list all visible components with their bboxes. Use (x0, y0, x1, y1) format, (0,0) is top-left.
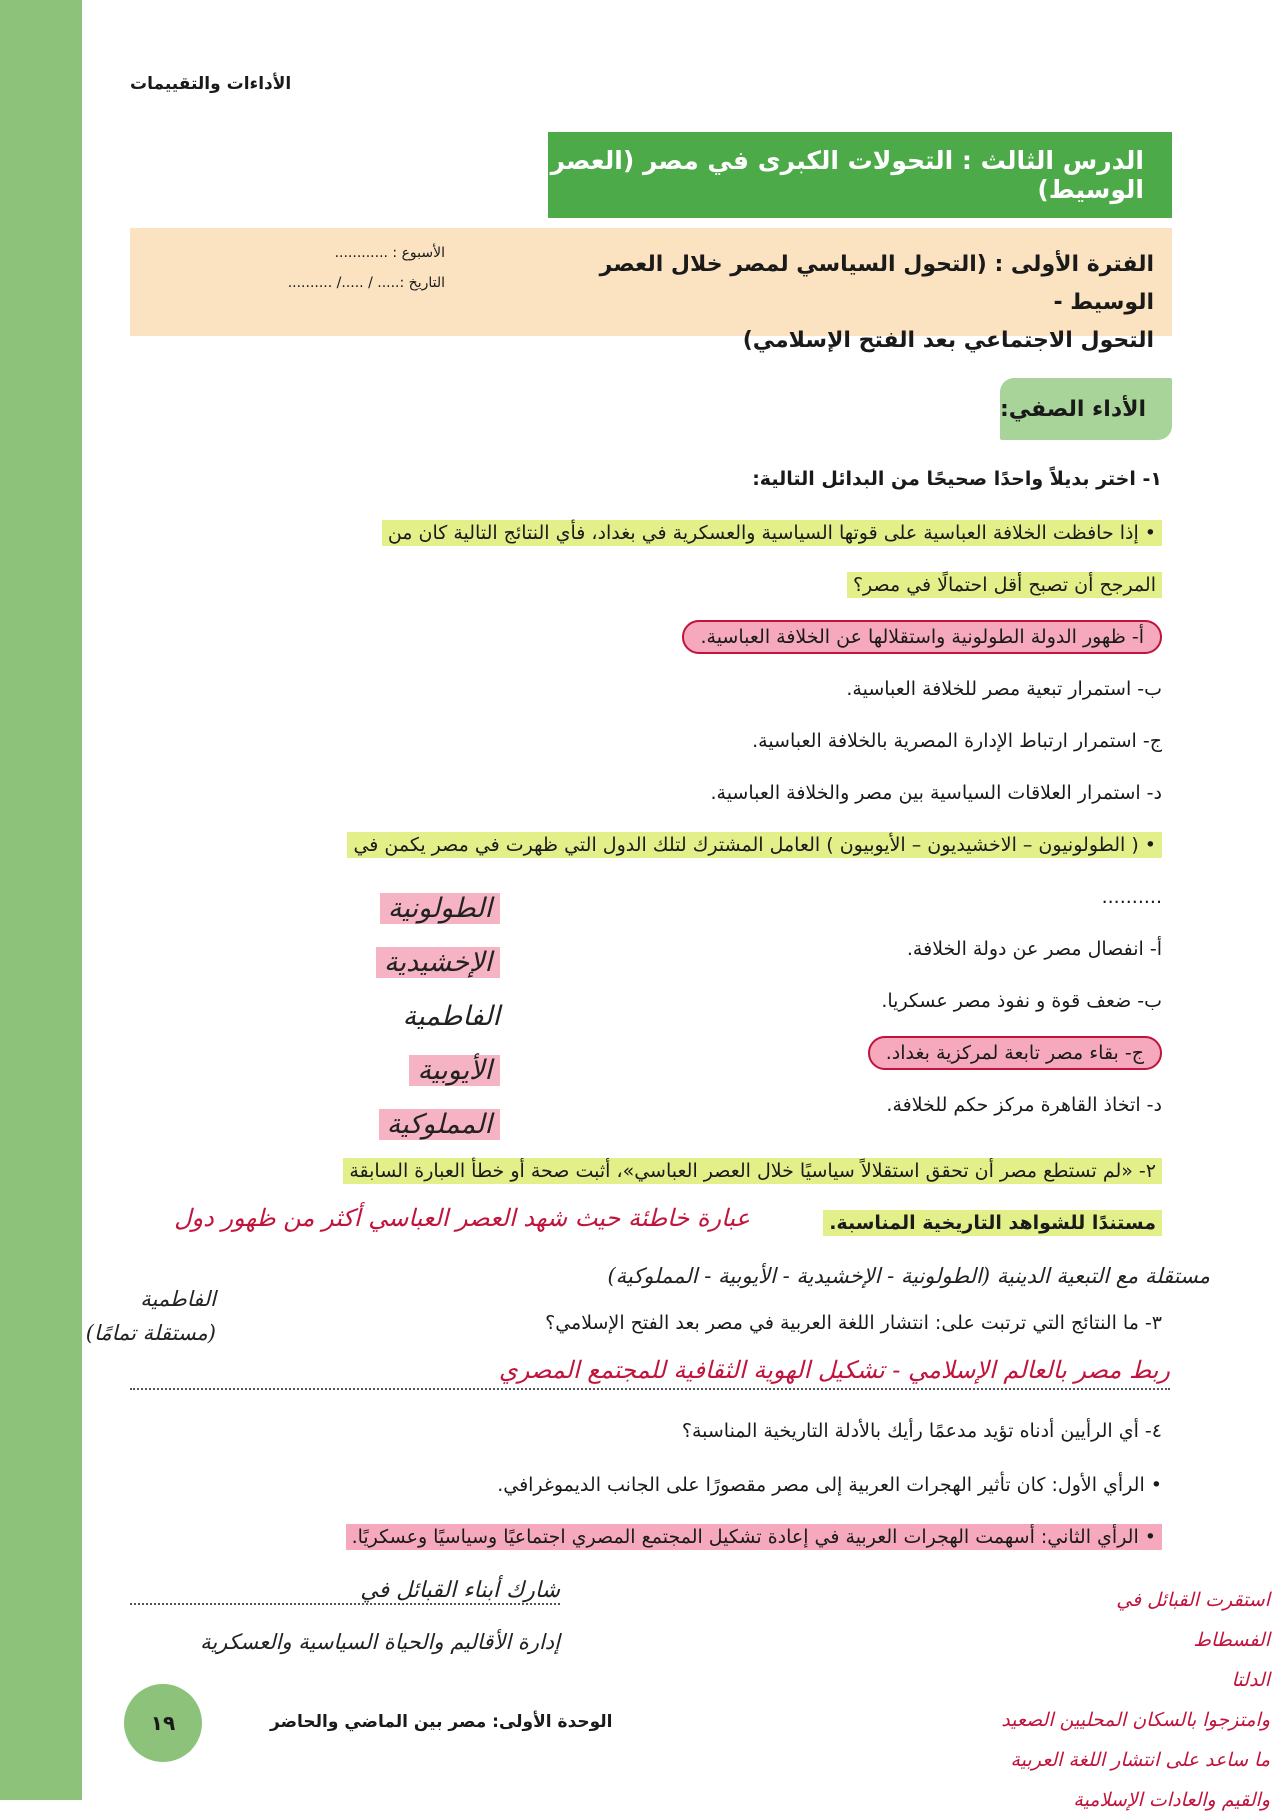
date-field: التاريخ :..... / ...../ .......... (287, 275, 445, 291)
period-title-line2: التحول الاجتماعي بعد الفتح الإسلامي) (742, 328, 1154, 353)
q1-item1-stem1 (122, 522, 1162, 544)
q1-item2-option-c-text: ج- بقاء مصر تابعة لمركزية بغداد. (868, 1036, 1162, 1070)
q4-note-2: الفسطاط (1193, 1629, 1270, 1651)
q4-answer-line2: إدارة الأقاليم والحياة السياسية والعسكرية (200, 1630, 560, 1654)
q1-item1-stem1-text: • إذا حافظت الخلافة العباسية على قوتها السياسية والعسكرية في بغداد، فأي النتائج التالية كان من (382, 520, 1162, 546)
lesson-title: الدرس الثالث : التحولات الكبرى في مصر (العصر الوسيط) (548, 132, 1172, 218)
q2-line1-text: ٢- «لم تستطع مصر أن تحقق استقلالاً سياسيًا خلال العصر العباسي»، أثبت صحة أو خطأ العبارة السابقة (343, 1158, 1162, 1184)
q4-note-1: استقرت القبائل في (1116, 1589, 1270, 1611)
hw-dynasty-2: الإخشيدية (376, 947, 500, 978)
page-number: ١٩ (124, 1684, 202, 1762)
period-title-line1: الفترة الأولى : (التحول السياسي لمصر خلال العصر الوسيط - (599, 252, 1154, 315)
q1-item1-option-a-text: أ- ظهور الدولة الطولونية واستقلالها عن الخلافة العباسية. (682, 620, 1162, 654)
week-field: الأسبوع : ............ (334, 245, 445, 261)
q4-question: ٤- أي الرأيين أدناه تؤيد مدعمًا رأيك بالأدلة التاريخية المناسبة؟ (681, 1420, 1162, 1442)
q2-line2-text: مستندًا للشواهد التاريخية المناسبة. (823, 1210, 1162, 1236)
q3-question: ٣- ما النتائج التي ترتبت على: انتشار اللغة العربية في مصر بعد الفتح الإسلامي؟ (545, 1312, 1162, 1334)
q2-side-note (26, 1282, 216, 1350)
q1-item1-option-d: د- استمرار العلاقات السياسية بين مصر والخلافة العباسية. (710, 782, 1162, 804)
q2-answer-line1: عبارة خاطئة حيث شهد العصر العباسي أكثر من ظهور دول (174, 1204, 750, 1232)
q4-opinion1: • الرأي الأول: كان تأثير الهجرات العربية إلى مصر مقصورًا على الجانب الديموغرافي. (497, 1474, 1162, 1496)
hw-dynasty-4: الأيوبية (409, 1055, 500, 1086)
q1-item2-stem2: .......... (1101, 886, 1162, 908)
handwritten-dynasties (300, 882, 500, 1152)
hw-dynasty-5: المملوكية (379, 1109, 500, 1140)
q4-opinion2 (346, 1526, 1162, 1548)
q4-opinion2-text: • الرأي الثاني: أسهمت الهجرات العربية في إعادة تشكيل المجتمع المصري اجتماعيًا وسياسيًا وعسكريًا. (346, 1524, 1162, 1550)
q4-note-5: ما ساعد على انتشار اللغة العربية (1010, 1749, 1270, 1771)
section-header: الأداءات والتقييمات (130, 74, 292, 94)
q4-answer-line1: شارك أبناء القبائل في (130, 1578, 560, 1605)
period-title (594, 246, 1154, 360)
q2-line1 (122, 1160, 1162, 1182)
footer-unit: الوحدة الأولى: مصر بين الماضي والحاضر (270, 1712, 613, 1732)
q1-item2-option-d: د- اتخاذ القاهرة مركز حكم للخلافة. (886, 1094, 1162, 1116)
q1-item2-option-a: أ- انفصال مصر عن دولة الخلافة. (906, 938, 1162, 960)
q4-note-4: وامتزجوا بالسكان المحليين الصعيد (1001, 1709, 1270, 1731)
q4-note-3: الدلتا (1231, 1669, 1270, 1691)
q1-item2-option-b: ب- ضعف قوة و نفوذ مصر عسكريا. (881, 990, 1162, 1012)
q1-title: ١- اختر بديلاً واحدًا صحيحًا من البدائل التالية: (752, 468, 1162, 490)
q2-line2 (823, 1212, 1162, 1234)
week-date-fields (255, 238, 445, 298)
hw-dynasty-1: الطولونية (380, 893, 500, 924)
q3-answer: ربط مصر بالعالم الإسلامي - تشكيل الهوية الثقافية للمجتمع المصري (130, 1356, 1170, 1390)
q1-item1-stem2 (847, 574, 1162, 596)
q1-item1-option-b: ب- استمرار تبعية مصر للخلافة العباسية. (846, 678, 1162, 700)
q2-answer-line2: مستقلة مع التبعية الدينية (الطولونية - الإخشيدية - الأيوبية - المملوكية) (607, 1264, 1210, 1288)
q1-item2-stem1-text: • ( الطولونيون – الاخشيديون – الأيوبيون ) العامل المشترك لتلك الدول التي ظهرت في مصر يكمن في (347, 832, 1162, 858)
q2-side-note-line1: الفاطمية (140, 1287, 216, 1311)
q1-item2-stem1 (122, 834, 1162, 856)
left-sidebar-strip (0, 0, 82, 1800)
q1-item1-stem2-text: المرجح أن تصبح أقل احتمالًا في مصر؟ (847, 572, 1162, 598)
hw-dynasty-3: الفاطمية (402, 1001, 500, 1032)
q2-side-note-line2: (مستقلة تمامًا) (85, 1321, 216, 1345)
performance-label: الأداء الصفي: (1000, 378, 1172, 440)
q1-item1-option-a (682, 626, 1162, 648)
q4-right-note (790, 1580, 1270, 1820)
q1-item2-option-c (868, 1042, 1162, 1064)
q1-item1-option-c: ج- استمرار ارتباط الإدارة المصرية بالخلافة العباسية. (752, 730, 1162, 752)
q4-note-6: والقيم والعادات الإسلامية (1073, 1789, 1270, 1811)
